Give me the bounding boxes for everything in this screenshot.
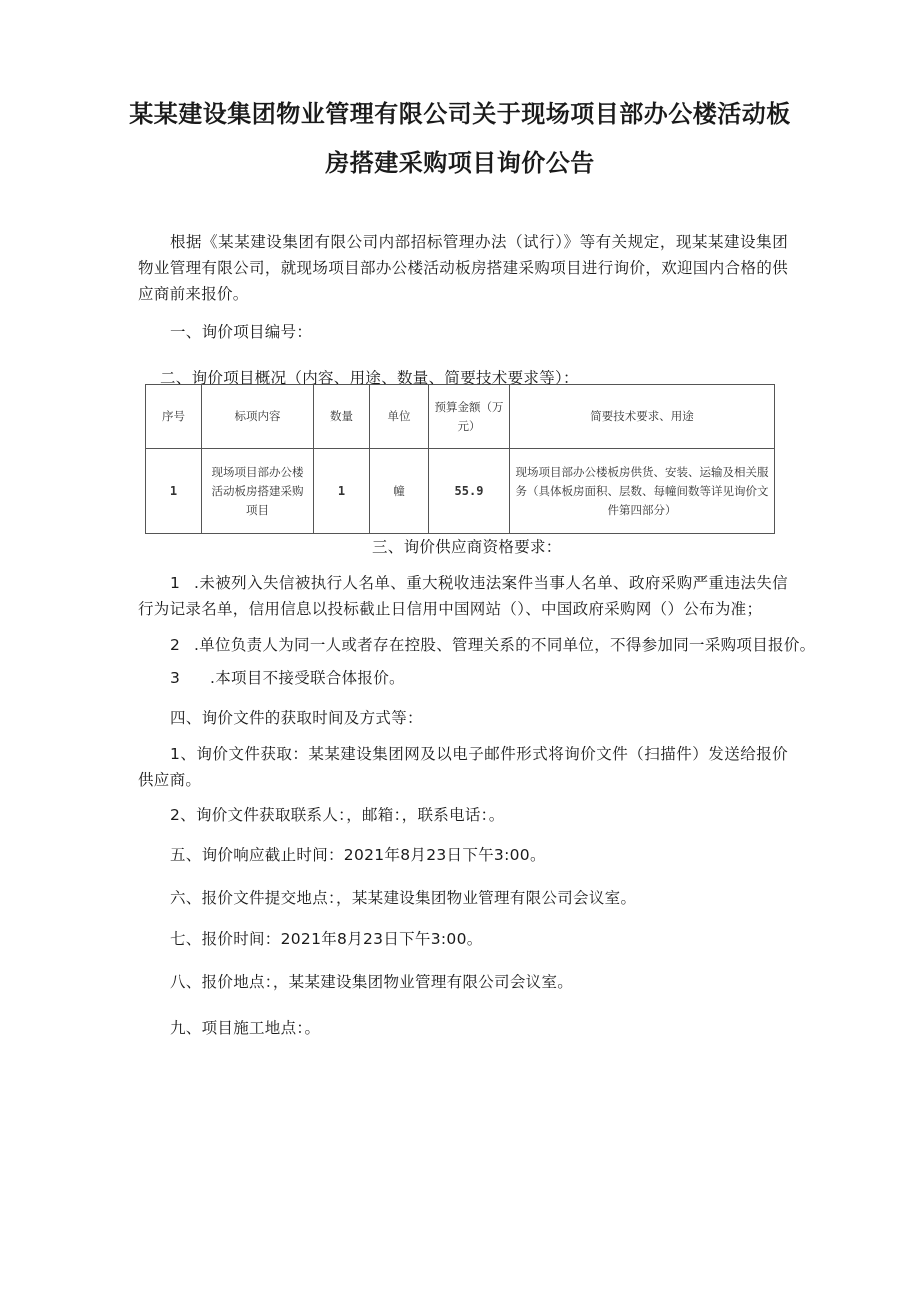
header-seq: 序号	[146, 385, 202, 449]
inquiry-table	[145, 384, 775, 534]
table-header-row	[146, 385, 775, 449]
document-title-line-1: 某某建设集团物业管理有限公司关于现场项目部办公楼活动板	[129, 100, 791, 128]
section-3-heading: 三、询价供应商资格要求：	[372, 538, 562, 556]
header-item: 标项内容	[202, 385, 314, 449]
requirement-3	[170, 666, 405, 688]
cell-budget: 55.9	[429, 449, 510, 534]
requirement-2-number: 2	[170, 636, 181, 654]
requirement-2	[170, 633, 815, 655]
requirement-3-text: .本项目不接受联合体报价。	[210, 669, 405, 687]
header-qty: 数量	[314, 385, 370, 449]
table-row	[146, 449, 775, 534]
section-4-item-2: 2、询价文件获取联系人：，邮箱：，联系电话：。	[170, 806, 505, 824]
cell-requirements: 现场项目部办公楼板房供货、安装、运输及相关服务（具体板房面积、层数、每幢间数等详见询价文件第四部分）	[510, 449, 775, 534]
section-4-item-1: 1、询价文件获取：某某建设集团网及以电子邮件形式将询价文件（扫描件）发送给报价供应商。	[138, 745, 788, 789]
section-5-deadline: 五、询价响应截止时间：2021年8月23日下午3:00。	[170, 846, 546, 864]
cell-seq: 1	[146, 449, 202, 534]
cell-item: 现场项目部办公楼活动板房搭建采购项目	[202, 449, 314, 534]
section-7-quote-time: 七、报价时间：2021年8月23日下午3:00。	[170, 930, 483, 948]
requirement-3-number: 3	[170, 669, 181, 687]
header-budget: 预算金额（万元）	[429, 385, 510, 449]
section-6-submission-location: 六、报价文件提交地点：，某某建设集团物业管理有限公司会议室。	[170, 889, 637, 907]
cell-unit: 幢	[370, 449, 429, 534]
section-2-heading: 二、询价项目概况（内容、用途、数量、简要技术要求等）：	[160, 369, 579, 387]
requirement-1-number: 1	[170, 574, 181, 592]
document-title-line-2: 房搭建采购项目询价公告	[325, 149, 595, 177]
requirement-2-text: .单位负责人为同一人或者存在控股、管理关系的不同单位，不得参加同一采购项目报价。	[194, 636, 816, 654]
requirement-1-text: .未被列入失信被执行人名单、重大税收违法案件当事人名单、政府采购严重违法失信行为记录名单，信用信息以投标截止日信用中国网站（）、中国政府采购网（）公布为准；	[138, 574, 788, 618]
section-4-heading: 四、询价文件的获取时间及方式等：	[170, 709, 423, 727]
cell-qty: 1	[314, 449, 370, 534]
section-9-construction-site: 九、项目施工地点：。	[170, 1019, 321, 1037]
requirement-1	[138, 570, 788, 622]
header-requirements: 简要技术要求、用途	[510, 385, 775, 449]
intro-paragraph: 根据《某某建设集团有限公司内部招标管理办法（试行）》等有关规定，现某某建设集团物业管理有限公司，就现场项目部办公楼活动板房搭建采购项目进行询价，欢迎国内合格的供应商前来报价。	[138, 233, 788, 303]
section-1-heading: 一、询价项目编号：	[170, 323, 313, 341]
header-unit: 单位	[370, 385, 429, 449]
section-8-quote-location: 八、报价地点：，某某建设集团物业管理有限公司会议室。	[170, 973, 574, 991]
